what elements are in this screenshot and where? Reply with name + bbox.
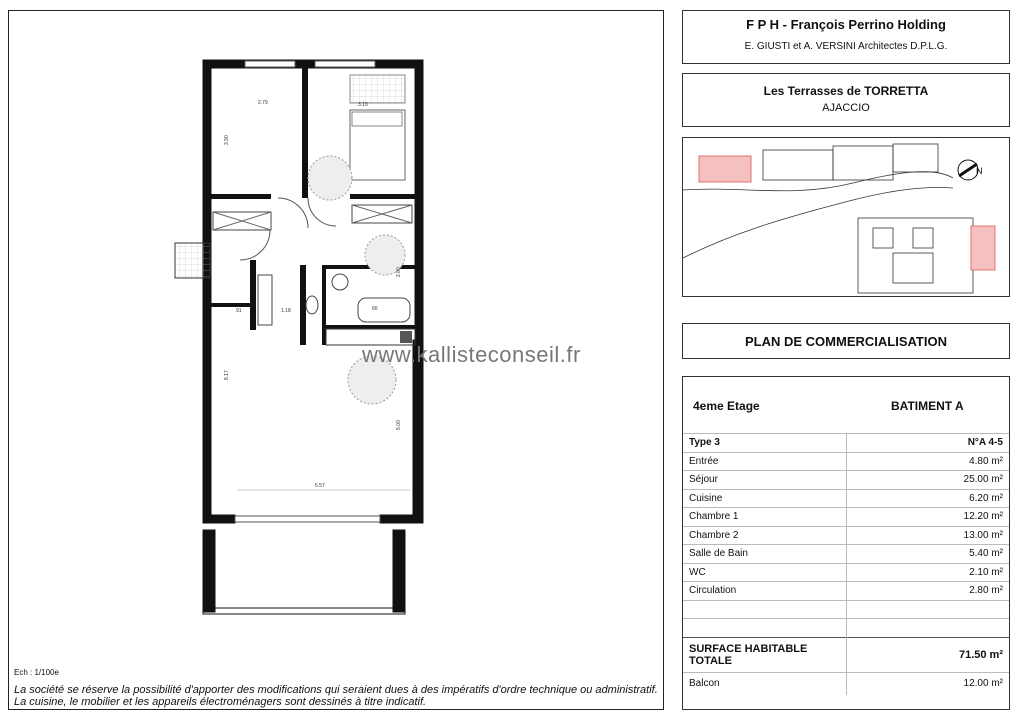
room-area: 5.40 m² xyxy=(847,545,1010,564)
empty-cell xyxy=(683,619,847,638)
dim-text: 5.00 xyxy=(396,420,402,430)
wardrobe-1-x xyxy=(213,212,271,230)
project-city: AJACCIO xyxy=(822,102,870,114)
floor-label: 4eme Etage xyxy=(693,399,760,413)
plan-title-box xyxy=(682,323,1010,359)
wardrobe-3 xyxy=(258,275,272,325)
balcony-row xyxy=(683,672,1009,695)
dim-text: 3.10 xyxy=(358,102,368,108)
bathtub xyxy=(358,298,410,322)
table-row xyxy=(683,489,1009,508)
unit-number: N°A 4-5 xyxy=(847,434,1010,453)
dim-text: 3.90 xyxy=(224,135,230,145)
table-row xyxy=(683,545,1009,564)
north-arrow-icon xyxy=(958,160,983,180)
room-name: Cuisine xyxy=(683,489,847,508)
room-area: 4.80 m² xyxy=(847,452,1010,471)
room-name: Entrée xyxy=(683,452,847,471)
room-area: 13.00 m² xyxy=(847,526,1010,545)
company-name: F P H - François Perrino Holding xyxy=(746,17,946,32)
table-row xyxy=(683,600,1009,619)
highlight-unit xyxy=(971,226,995,270)
dim-text: 8.17 xyxy=(224,370,230,380)
room-area: 2.80 m² xyxy=(847,582,1010,601)
svg-text:N: N xyxy=(976,166,983,176)
site-map xyxy=(683,138,1009,296)
project-name: Les Terrasses de TORRETTA xyxy=(763,84,929,98)
scale-label: Ech : 1/100e xyxy=(14,668,59,677)
type-label: Type 3 xyxy=(683,434,847,453)
room-area: 2.10 m² xyxy=(847,563,1010,582)
shelf xyxy=(350,75,405,103)
glass-door xyxy=(235,516,380,522)
table-row xyxy=(683,434,1009,453)
toilet xyxy=(306,296,318,314)
surface-table xyxy=(683,433,1009,695)
company-box xyxy=(682,10,1010,64)
disclaimer-1: La société se réserve la possibilité d'apporter des modifications qui seraient dues à des impératifs d'ordre technique ou administratif. xyxy=(14,684,658,696)
table-row xyxy=(683,563,1009,582)
watermark: www.kallisteconseil.fr xyxy=(362,342,581,367)
balcony-value: 12.00 m² xyxy=(847,672,1010,695)
table-row xyxy=(683,526,1009,545)
room-name: Séjour xyxy=(683,471,847,490)
dim-text: 1.18 xyxy=(281,308,291,314)
highlight-building xyxy=(699,156,751,182)
dim-text: 2.79 xyxy=(258,100,268,106)
dim-text: 2.80 xyxy=(396,267,402,277)
total-label: SURFACE HABITABLE TOTALE xyxy=(683,637,847,672)
dim-text: 91 xyxy=(236,308,242,314)
door-swings xyxy=(240,198,336,260)
surface-table-box xyxy=(682,376,1010,710)
project-box xyxy=(682,73,1010,127)
bed-pillow xyxy=(352,112,402,126)
building-label: BATIMENT A xyxy=(891,399,964,413)
room-name: Circulation xyxy=(683,582,847,601)
empty-cell xyxy=(847,600,1010,619)
dim-text: 60 xyxy=(372,306,378,312)
table-row xyxy=(683,619,1009,638)
room-area: 12.20 m² xyxy=(847,508,1010,527)
wardrobe-2-x xyxy=(352,205,412,223)
room-area: 25.00 m² xyxy=(847,471,1010,490)
room-name: Salle de Bain xyxy=(683,545,847,564)
room-name: WC xyxy=(683,563,847,582)
room-name: Chambre 2 xyxy=(683,526,847,545)
total-value: 71.50 m² xyxy=(847,637,1010,672)
bed xyxy=(350,110,405,180)
architects: E. GIUSTI et A. VERSINI Architectes D.P.L.G. xyxy=(744,41,948,52)
dim-text: 5.57 xyxy=(315,483,325,489)
exterior-walls xyxy=(203,60,423,523)
total-row xyxy=(683,637,1009,672)
plan-title: PLAN DE COMMERCIALISATION xyxy=(745,334,947,349)
room-name: Chambre 1 xyxy=(683,508,847,527)
table-row xyxy=(683,471,1009,490)
table-row xyxy=(683,452,1009,471)
balcony xyxy=(203,530,405,614)
empty-cell xyxy=(683,600,847,619)
unit-header xyxy=(683,377,1009,433)
balcony-label: Balcon xyxy=(683,672,847,695)
table-row xyxy=(683,582,1009,601)
washbasin xyxy=(332,274,348,290)
table-row xyxy=(683,508,1009,527)
entry-landing xyxy=(175,243,210,278)
empty-cell xyxy=(847,619,1010,638)
site-map-box xyxy=(682,137,1010,297)
room-area: 6.20 m² xyxy=(847,489,1010,508)
disclaimer-2: La cuisine, le mobilier et les appareils électroménagers sont dessinés à titre indicatif. xyxy=(14,696,427,708)
